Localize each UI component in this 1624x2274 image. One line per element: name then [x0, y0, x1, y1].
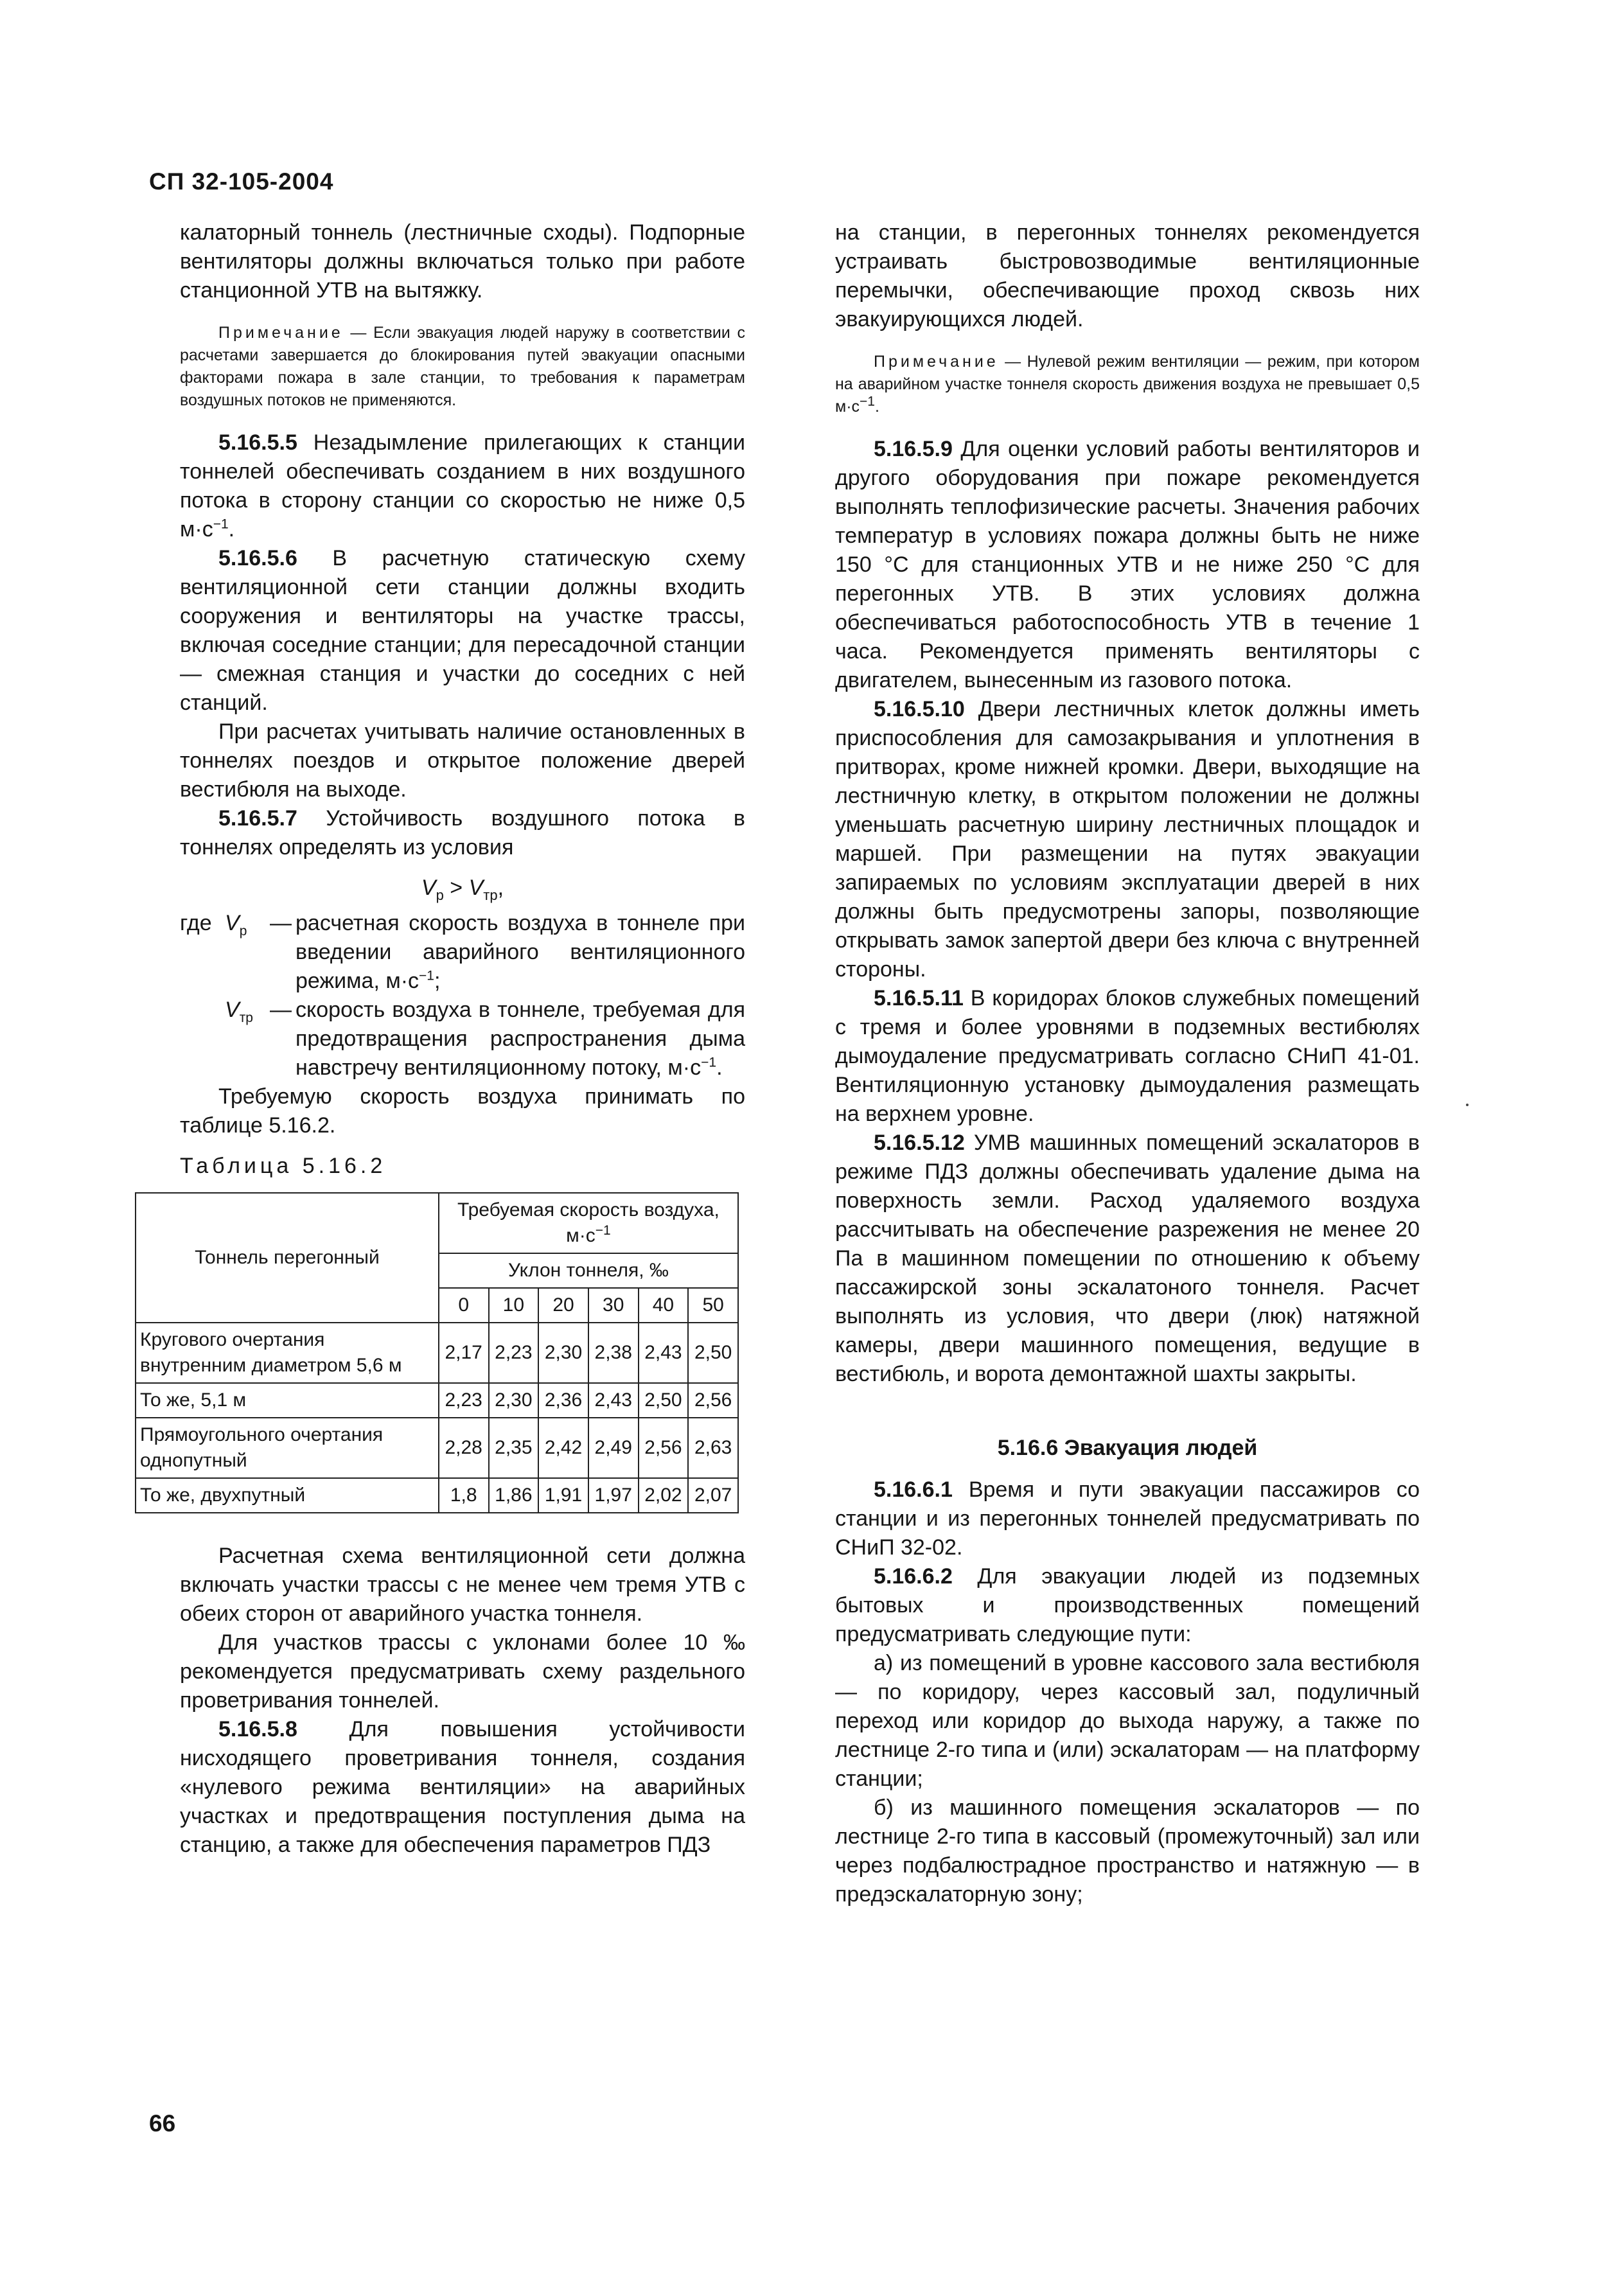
paragraph-5-16-5-12	[835, 1129, 1420, 1389]
formula-subscript: р	[436, 886, 444, 903]
table-row	[136, 1418, 738, 1478]
paragraph-5-16-5-10	[835, 695, 1420, 984]
table-cell: 1,8	[439, 1478, 489, 1513]
where-dash: —	[270, 911, 292, 935]
table-header-slope-value: 10	[489, 1288, 539, 1323]
definition-text: скорость воздуха в тоннеле, требуемая для предотвращения распространения дыма навстречу вентиляционному потоку, м·с	[296, 998, 745, 1080]
symbol: V	[225, 998, 240, 1022]
table-cell: 2,50	[688, 1323, 738, 1383]
page-number: 66	[149, 2110, 176, 2137]
air-speed-table	[135, 1192, 739, 1513]
document-code-header: СП 32-105-2004	[149, 168, 334, 195]
paragraph-5-16-5-11	[835, 984, 1420, 1129]
where-dash: —	[270, 998, 292, 1022]
note-end: .	[874, 398, 879, 416]
paragraph-5-16-6-2	[835, 1562, 1420, 1649]
clause-text: Для повышения устойчивости нисходящего проветривания тоннеля, создания «нулевого режима вентиляции» на аварийных участках и предотвращения поступления дыма на станцию, а также для обеспечения параметров ПДЗ	[180, 1717, 745, 1857]
paragraph-5-16-5-8	[180, 1715, 745, 1860]
formula-subscript: тр	[483, 886, 498, 903]
table-row	[136, 1323, 738, 1383]
table-header-tunnel: Тоннель перегонный	[136, 1193, 439, 1323]
table-cell: 2,63	[688, 1418, 738, 1478]
where-word: где	[180, 911, 212, 935]
table-cell: 2,56	[639, 1418, 689, 1478]
clause-text: Для оценки условий работы вентиляторов и другого оборудования при пожаре рекомендуется выполнять теплофизические расчеты. Значения рабочих температур в условиях пожара должны быть не ниже 150 °С для станционных УТВ и не ниже 250 °С для перегонных УТВ. В этих условиях должна обеспечиваться работоспособность УТВ в течение 1 часа. Рекомендуется применять вентиляторы с двигателем, вынесенным из газового потока.	[835, 437, 1420, 692]
definition-end: ;	[434, 969, 441, 993]
table-cell: 2,43	[588, 1383, 639, 1418]
superscript: −1	[701, 1055, 717, 1070]
paragraph-calc-note: При расчетах учитывать наличие остановленных в тоннелях поездов и открытое положение дверей вестибюля на выходе.	[180, 719, 745, 802]
superscript: −1	[860, 394, 875, 409]
table-cell: 2,49	[588, 1418, 639, 1478]
symbol-subscript: р	[239, 923, 247, 939]
table-cell: 1,91	[538, 1478, 588, 1513]
table-cell: 1,86	[489, 1478, 539, 1513]
where-definition	[296, 909, 745, 996]
clause-text: УМВ машинных помещений эскалаторов в режиме ПДЗ должны обеспечивать удаление дыма на поверхность земли. Расход удаляемого воздуха рассчитывать на обеспечение разрежения не менее 20 Па в машинном помещении по отношению к объему пассажирской зоны эскалатоного тоннеля. Расчет выполнять из условия, что двери (люк) натяжной камеры, двери машинного помещения, ведущие в вестибюль, и ворота демонтажной шахты закрыты.	[835, 1131, 1420, 1386]
clause-text: Незадымление прилегающих к станции тоннелей обеспечивать созданием в них воздушного потока в сторону станции со скоростью не ниже 0,5 м·с	[180, 430, 745, 542]
where-blank	[180, 996, 225, 1082]
paragraph-5-16-6-1	[835, 1476, 1420, 1562]
table-cell: 2,56	[688, 1383, 738, 1418]
clause-number: 5.16.5.9	[874, 437, 953, 461]
clause-text: В расчетную статическую схему вентиляционной сети станции должны входить сооружения и вентиляторы на участке трассы, включая соседние станции; для пересадочной станции — смежная станция и участки до соседних с ней станций.	[180, 546, 745, 715]
table-header-slope-value: 30	[588, 1288, 639, 1323]
formula	[180, 874, 745, 903]
paragraph-slopes: Для участков трассы с уклонами более 10 ‰ рекомендуется предусматривать схему раздельного проветривания тоннелей.	[180, 1630, 745, 1713]
table-cell: 2,50	[639, 1383, 689, 1418]
table-cell: 2,42	[538, 1418, 588, 1478]
table-cell-name: То же, 5,1 м	[136, 1383, 439, 1418]
formula-operator: >	[443, 876, 469, 900]
table-cell: 2,07	[688, 1478, 738, 1513]
table-cell-name: Прямоугольного очертания однопутный	[136, 1418, 439, 1478]
table-header-slope: Уклон тоннеля, ‰	[439, 1253, 738, 1288]
table-cell: 2,35	[489, 1418, 539, 1478]
clause-number: 5.16.5.6	[218, 546, 297, 570]
paragraph-continuation: на станции, в перегонных тоннелях рекомендуется устраивать быстровозводимые вентиляционные перемычки, обеспечивающие проход сквозь них эвакуирующихся людей.	[835, 220, 1420, 331]
table-cell-name: То же, двухпутный	[136, 1478, 439, 1513]
clause-text: Устойчивость воздушного потока в тоннелях определять из условия	[180, 806, 745, 859]
list-item-a: а) из помещений в уровне кассового зала вестибюля — по коридору, через кассовый зал, подуличный переход или коридор до выхода наружу, а также по лестнице 2-го типа и (или) эскалаторам — на платформу станции;	[835, 1651, 1420, 1791]
clause-number: 5.16.5.5	[218, 430, 297, 455]
paragraph-ventilation-scheme: Расчетная схема вентиляционной сети должна включать участки трассы с не менее чем тремя УТВ с обеих сторон от аварийного участка тоннеля.	[180, 1544, 745, 1626]
superscript: −1	[419, 968, 434, 983]
clause-number: 5.16.5.8	[218, 1717, 297, 1741]
paragraph-continuation: калаторный тоннель (лестничные сходы). Подпорные вентиляторы должны включаться только при работе станционной УТВ на вытяжку.	[180, 220, 745, 303]
symbol: V	[225, 911, 240, 935]
where-definition	[296, 996, 745, 1082]
paragraph-5-16-5-5	[180, 428, 745, 544]
definition-end: .	[716, 1055, 723, 1080]
note-paragraph	[180, 322, 745, 412]
header-speed-sup: −1	[595, 1223, 611, 1238]
clause-number: 5.16.5.7	[218, 806, 297, 831]
clause-number: 5.16.6.2	[874, 1564, 953, 1589]
paragraph-required-speed: Требуемую скорость воздуха принимать по таблице 5.16.2.	[180, 1084, 745, 1138]
table-row	[136, 1383, 738, 1418]
table-row	[136, 1478, 738, 1513]
header-speed-text: Требуемая скорость воздуха, м·с	[457, 1199, 719, 1246]
clause-text: В коридорах блоков служебных помещений с тремя и более уровнями в подземных вестибюлях дымоудаление предусматривать согласно СНиП 41-01. Вентиляционную установку дымоудаления размещать на верхнем уровне.	[835, 986, 1420, 1126]
table-cell: 2,36	[538, 1383, 588, 1418]
table-header-row	[136, 1193, 738, 1253]
table-header-slope-value: 50	[688, 1288, 738, 1323]
table-header-slope-value: 20	[538, 1288, 588, 1323]
clause-number: 5.16.5.12	[874, 1131, 965, 1155]
symbol-subscript: тр	[239, 1010, 253, 1025]
table-cell: 1,97	[588, 1478, 639, 1513]
formula-symbol: V	[421, 876, 436, 900]
table-header-slope-value: 40	[639, 1288, 689, 1323]
clause-number: 5.16.5.11	[874, 986, 964, 1010]
formula-end: ,	[497, 876, 504, 900]
table-cell: 2,43	[639, 1323, 689, 1383]
table-header-slope-value: 0	[439, 1288, 489, 1323]
paragraph-5-16-5-9	[835, 435, 1420, 695]
clause-number: 5.16.5.10	[874, 697, 965, 721]
table-title: Таблица 5.16.2	[180, 1154, 387, 1178]
clause-text: Двери лестничных клеток должны иметь приспособления для самозакрывания и уплотнения в притворах, кроме нижней кромки. Двери, выходящие на лестничную клетку, в открытом положении не должны уменьшать расчетную ширину лестничных площадок и маршей. При размещении на путях эвакуации запираемых по условиям эксплуатации дверей в них должны быть предусмотрены запоры, позволяющие открывать замок запертой двери без ключа с внутренней стороны.	[835, 697, 1420, 982]
scan-speck	[1466, 1104, 1469, 1106]
right-column	[835, 218, 1420, 1909]
table-header-speed	[439, 1193, 738, 1253]
note-label: Примечание	[874, 353, 999, 371]
where-symbol	[225, 996, 270, 1082]
clause-number: 5.16.6.1	[874, 1477, 953, 1502]
superscript: −1	[213, 516, 229, 532]
definition-text: расчетная скорость воздуха в тоннеле при введении аварийного вентиляционного режима, м·с	[296, 911, 745, 993]
table-cell: 2,17	[439, 1323, 489, 1383]
note-text: — Если эвакуация людей наружу в соответствии с расчетами завершается до блокирования путей эвакуации опасными факторами пожара в зале станции, то требования к параметрам воздушных потоков не применяются.	[180, 324, 745, 409]
where-definitions	[180, 909, 745, 1082]
table-cell: 2,28	[439, 1418, 489, 1478]
table-cell: 2,38	[588, 1323, 639, 1383]
where-symbol	[225, 909, 270, 996]
clause-text: Время и пути эвакуации пассажиров со станции и из перегонных тоннелей предусматривать по СНиП 32-02.	[835, 1477, 1420, 1560]
table-cell: 2,02	[639, 1478, 689, 1513]
section-title: 5.16.6 Эвакуация людей	[997, 1436, 1258, 1460]
paragraph-5-16-5-6	[180, 544, 745, 718]
clause-text: Для эвакуации людей из подземных бытовых и производственных помещений предусматривать следующие пути:	[835, 1564, 1420, 1646]
list-item-b: б) из машинного помещения эскалаторов — по лестнице 2-го типа в кассовый (промежуточный) зал или через подбалюстрадное пространство и натяжную — в предэскалаторную зону;	[835, 1795, 1420, 1907]
formula-symbol: V	[468, 876, 484, 900]
table-cell-name: Кругового очертания внутренним диаметром 5,6 м	[136, 1323, 439, 1383]
note-paragraph	[835, 351, 1420, 418]
table-cell: 2,23	[489, 1323, 539, 1383]
table-cell: 2,30	[538, 1323, 588, 1383]
table-cell: 2,23	[439, 1383, 489, 1418]
paragraph-5-16-5-7	[180, 804, 745, 862]
clause-end: .	[228, 517, 235, 542]
table-cell: 2,30	[489, 1383, 539, 1418]
note-text: — Нулевой режим вентиляции — режим, при котором на аварийном участке тоннеля скорость движения воздуха не превышает 0,5 м·с	[835, 353, 1420, 416]
left-column	[140, 218, 745, 1860]
note-label: Примечание	[218, 324, 344, 342]
